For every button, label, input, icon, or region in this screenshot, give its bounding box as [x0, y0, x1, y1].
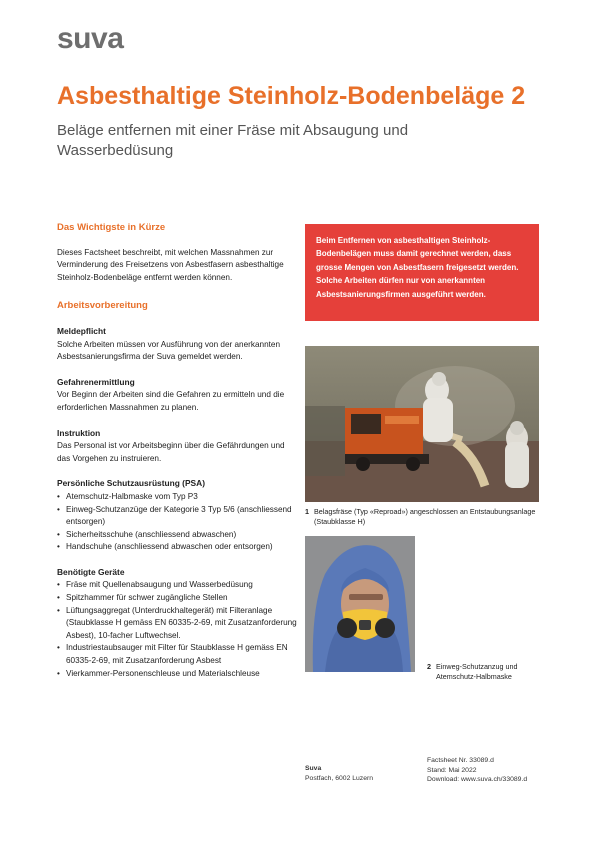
caption-number: 2 [427, 662, 431, 671]
list-item: • Einweg-Schutzanzüge der Kategorie 3 Typ 5/6 (anschliessend entsorgen) [57, 504, 297, 529]
list-item: • Vierkammer-Personenschleuse und Materialschleuse [57, 668, 297, 681]
page-title: Asbesthaltige Steinholz-Bodenbeläge 2 [57, 82, 526, 110]
caption-2 [427, 662, 542, 681]
preparation-heading: Arbeitsvorbereitung [57, 300, 148, 312]
geraete-list [57, 579, 297, 680]
gefahren-heading: Gefahrenermittlung [57, 376, 135, 387]
psa-heading: Persönliche Schutzausrüstung (PSA) [57, 478, 205, 489]
footer-address [305, 764, 373, 783]
photo-protective-suit [305, 536, 415, 672]
list-item: • Spitzhammer für schwer zugängliche Stellen [57, 592, 297, 605]
list-item: • Fräse mit Quellenabsaugung und Wasserbedüsung [57, 579, 297, 592]
page-subtitle: Beläge entfernen mit einer Fräse mit Absaugung und Wasserbedüsung [57, 122, 409, 159]
caption-1 [305, 507, 539, 526]
list-item: • Industriestaubsauger mit Filter für Staubklasse H gemäss EN 60335-2-69, mit Zusatzanforderung Asbest [57, 642, 297, 667]
list-item: • Handschuhe (anschliessend abwaschen oder entsorgen) [57, 541, 297, 554]
geraete-heading: Benötigte Geräte [57, 566, 125, 577]
footer-stand: Stand: Mai 2022 [427, 766, 477, 774]
gefahren-text: Vor Beginn der Arbeiten sind die Gefahren zu ermitteln und die erforderlichen Massnahmen zu planen. [57, 390, 285, 412]
summary-text: Dieses Factsheet beschreibt, mit welchen Massnahmen zur Verminderung des Freisetzens von Asbestfasern asbesthaltige Steinholz-Bodenbeläge entfernt werden können. [57, 247, 284, 282]
psa-list [57, 491, 297, 554]
caption-text: Belagsfräse (Typ «Reproad») angeschlossen an Entstaubungsanlage (Staubklasse H) [314, 507, 536, 526]
instruktion-heading: Instruktion [57, 427, 101, 438]
footer-download-link[interactable]: Download: www.suva.ch/33089.d [427, 776, 528, 784]
left-column [57, 222, 297, 692]
caption-text: Einweg-Schutzanzug und Atemschutz-Halbmaske [436, 662, 518, 681]
photo-milling-machine [305, 346, 539, 502]
footer-factsheet: Factsheet Nr. 33089.d [427, 757, 494, 764]
list-item: • Sicherheitsschuhe (anschliessend abwaschen) [57, 529, 297, 542]
footer-org: Suva [305, 765, 322, 772]
meldepflicht-text: Solche Arbeiten müssen vor Ausführung von der anerkannten Asbestsanierungsfirma der Suva gemeldet werden. [57, 339, 281, 362]
meldepflicht-heading: Meldepflicht [57, 325, 106, 336]
caption-number: 1 [305, 507, 309, 516]
suva-logo: suva [57, 22, 124, 55]
milling-machine-illustration [305, 346, 539, 502]
list-item: • Atemschutz-Halbmaske vom Typ P3 [57, 491, 297, 504]
footer-postfach: Postfach, 6002 Luzern [305, 774, 374, 782]
summary-heading: Das Wichtigste in Kürze [57, 222, 166, 233]
protective-suit-illustration [305, 536, 415, 672]
list-item: • Lüftungsaggregat (Unterdruckhaltegerät) mit Filteranlage (Staubklasse H gemäss EN 60335-2-69, mit Zusatzanforderung Asbest), 10-facher Luftwechsel. [57, 605, 297, 643]
warning-box: Beim Entfernen von asbesthaltigen Steinholz-Bodenbelägen muss damit gerechnet werden, dass grosse Mengen von Asbestfasern freigesetzt werden. Solche Arbeiten dürfen nur von anerkannten Asbestsanierungsfirmen ausgeführt werden. [305, 224, 539, 321]
footer-meta [427, 756, 527, 785]
instruktion-text: Das Personal ist vor Arbeitsbeginn über die Gefährdungen und das Vorgehen zu instruieren. [57, 441, 285, 463]
